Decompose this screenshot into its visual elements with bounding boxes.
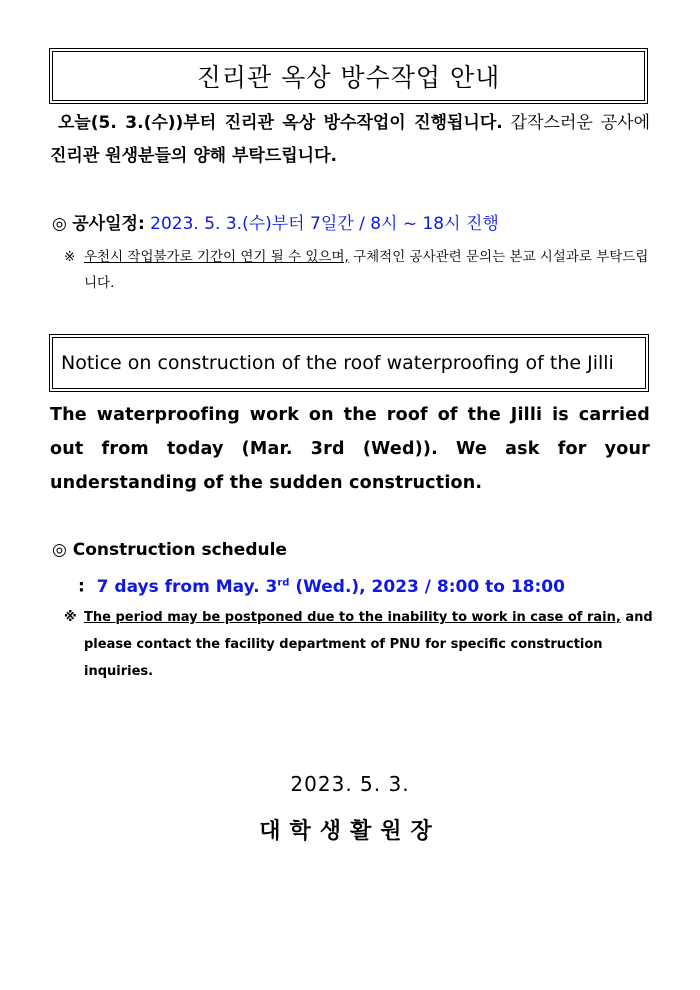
korean-intro-text: 갑작스러운 공사에	[502, 113, 650, 133]
korean-schedule-label: 공사일정:	[72, 214, 145, 234]
korean-schedule	[52, 208, 499, 240]
korean-note	[64, 244, 654, 296]
footer-date: 2023. 5. 3.	[290, 772, 410, 796]
english-note-underlined: The period may be postponed due to the inability to work in case of rain,	[84, 610, 621, 625]
english-title: Notice on construction of the roof waterproofing of the Jilli	[61, 352, 614, 374]
korean-intro-paragraph	[50, 107, 650, 173]
korean-title: 진리관 옥상 방수작업 안내	[196, 63, 501, 92]
korean-schedule-symbol: ◎	[52, 214, 67, 234]
korean-note-symbol: ※	[64, 249, 76, 265]
english-schedule-colon: :	[78, 576, 85, 597]
english-note-text: and please contact the facility department of PNU for specific construction inquiries.	[84, 610, 653, 679]
korean-schedule-value: 2023. 5. 3.(수)부터 7일간 / 8시 ~ 18시 진행	[150, 214, 499, 234]
english-schedule-value-post: (Wed.), 2023 / 8:00 to 18:00	[289, 576, 565, 597]
english-schedule	[52, 534, 287, 566]
korean-intro-bold: 오늘(5. 3.(수))부터 진리관 옥상 방수작업이 진행됩니다.	[57, 113, 503, 133]
english-note	[64, 604, 654, 685]
english-title-box	[52, 337, 646, 389]
english-schedule-value-sup: rd	[277, 577, 290, 588]
footer-signature: 대학생활원장	[259, 819, 441, 844]
english-schedule-label: Construction schedule	[72, 540, 287, 560]
korean-title-box	[52, 51, 645, 101]
english-schedule-value	[78, 567, 565, 603]
english-schedule-value-pre: 7 days from May. 3	[96, 576, 278, 597]
korean-intro-bold-2: 진리관 원생분들의 양해 부탁드립니다.	[50, 146, 337, 166]
english-schedule-symbol: ◎	[52, 540, 67, 560]
english-note-symbol: ※	[64, 610, 77, 625]
english-paragraph: The waterproofing work on the roof of the Jilli is carried out from today (Mar. 3rd (Wed)). We ask for your understanding of the sudden construction.	[50, 405, 650, 493]
korean-note-text: 구체적인 공사관련 문의는 본교 시설과로 부탁드립니다.	[84, 249, 649, 291]
korean-note-underlined: 우천시 작업불가로 기간이 연기 될 수 있으며,	[84, 249, 349, 265]
